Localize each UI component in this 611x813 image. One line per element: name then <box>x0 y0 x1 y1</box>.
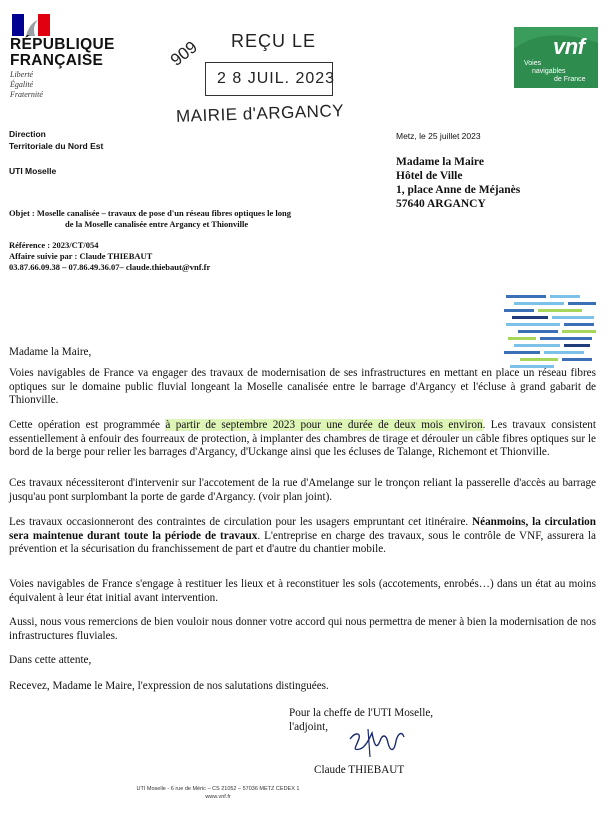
footer <box>98 785 338 801</box>
paragraph-2 <box>9 419 596 460</box>
motto-liberte: Liberté <box>10 70 34 79</box>
stamp-date: 2 8 JUIL. 2023 <box>217 70 336 87</box>
sender-unit: UTI Moselle <box>9 166 57 176</box>
signatory-name: Claude THIEBAUT <box>314 764 405 776</box>
footer-website: www.vnf.fr <box>205 794 231 800</box>
vnf-tagline-3: de France <box>554 76 586 83</box>
reference-followed-by: Affaire suivie par : Claude THIEBAUT <box>9 251 153 261</box>
republique-motto <box>10 70 43 100</box>
recipient-line2: Hôtel de Ville <box>396 170 463 182</box>
paragraph-4-bold: Néanmoins, la circulation sera maintenue durant toute la période de travaux <box>9 516 596 542</box>
vnf-logo-tagline <box>524 60 594 84</box>
paragraph-7: Dans cette attente, <box>9 654 92 666</box>
paragraph-4 <box>9 516 596 557</box>
paragraph-2-highlight: à partir de septembre 2023 pour une durée de deux mois environ <box>165 419 483 431</box>
reference-block <box>9 240 210 273</box>
place-date: Metz, le 25 juillet 2023 <box>396 131 481 141</box>
paragraph-6: Aussi, nous vous remercions de bien vouloir nous donner votre accord qui nous permettra de mener à bien la modernisation de nos infrastructures fluviales. <box>9 616 596 642</box>
subject-line2: de la Moselle canalisée entre Argancy et Thionville <box>65 219 249 229</box>
stamp-town: MAIRIE d'ARGANCY <box>175 101 345 126</box>
republique-name <box>10 37 115 69</box>
motto-fraternite: Fraternité <box>10 90 43 99</box>
marianne-logo <box>12 14 50 36</box>
signature-line2: l'adjoint, <box>289 720 328 733</box>
paragraph-1: Voies navigables de France va engager des travaux de modernisation de ses infrastructures en mettant en place un réseau fibres optiques sur le domaine public fluvial longeant la Moselle canalisée entre le barrage d'Argancy et l'écluse à grand gabarit de Thionville. <box>9 367 596 407</box>
subject-line1: Objet : Moselle canalisée – travaux de pose d'un réseau fibres optiques le long <box>9 208 291 218</box>
sender-line2: Territoriale du Nord Est <box>9 141 104 151</box>
paragraph-2-start: Cette opération est programmée <box>9 419 166 431</box>
handwritten-signature <box>346 727 408 759</box>
reference-contact: 03.87.66.09.38 – 07.86.49.36.07– claude.thiebaut@vnf.fr <box>9 262 211 272</box>
republique-line2: FRANÇAISE <box>10 52 104 69</box>
sender-line1: Direction <box>9 129 46 139</box>
paragraph-5: Voies navigables de France s'engage à restituer les lieux et à reconstituer les sols (accotements, enrobés…) dans un état au moins équivalent à leur état initial avant intervention. <box>9 578 596 604</box>
paragraph-4-start: Les travaux occasionneront des contraintes de circulation pour les usagers empruntant cet itinéraire. <box>9 516 473 528</box>
sender-department <box>9 128 103 152</box>
paragraph-4-end: . L'entreprise en charge des travaux, sous le contrôle de VNF, assurera la prévention et la sécurisation du franchissement de part et d'autre du chantier mobile. <box>9 529 596 556</box>
paragraph-2-end: . Les travaux consistent essentiellement à enfouir des fourreaux de protection, à implanter des chambres de tirage et dérouler un câble fibres optiques sur le bord de la berge pour relier les barrages d'Argancy, d'Uckange ainsi que les écluses de Talange, Richemont et Thionville. <box>9 419 596 459</box>
reference-number: Référence : 2023/CT/054 <box>9 240 99 250</box>
salutation: Madame la Maire, <box>9 346 92 358</box>
paragraph-3: Ces travaux nécessiteront d'intervenir sur l'accotement de la rue d'Amelange sur le tronçon reliant la passerelle d'accès au barrage jusqu'au pont surplombant la porte de garde d'Argancy. (voir plan joint). <box>9 477 596 503</box>
paragraph-8: Recevez, Madame le Maire, l'expression de nos salutations distinguées. <box>9 680 329 692</box>
recipient-address <box>396 155 520 211</box>
footer-address: UTI Moselle - 6 rue de Méric – CS 21052 – 57036 METZ CEDEX 1 <box>136 786 300 792</box>
vnf-tagline-2: navigables <box>532 68 566 75</box>
stamp-title: REÇU LE <box>231 31 317 51</box>
vnf-logo-name: vnf <box>553 34 585 59</box>
motto-egalite: Égalité <box>10 80 34 89</box>
signature-line1: Pour la cheffe de l'UTI Moselle, <box>289 707 434 719</box>
decorative-lines <box>504 293 600 371</box>
recipient-line4: 57640 ARGANCY <box>396 198 486 210</box>
recipient-line3: 1, place Anne de Méjanès <box>396 184 521 196</box>
subject <box>9 208 349 230</box>
recipient-line1: Madame la Maire <box>396 156 484 168</box>
vnf-tagline-1: Voies <box>524 60 542 67</box>
republique-line1: RÉPUBLIQUE <box>10 36 115 53</box>
stamp-number: 909 <box>166 37 201 70</box>
